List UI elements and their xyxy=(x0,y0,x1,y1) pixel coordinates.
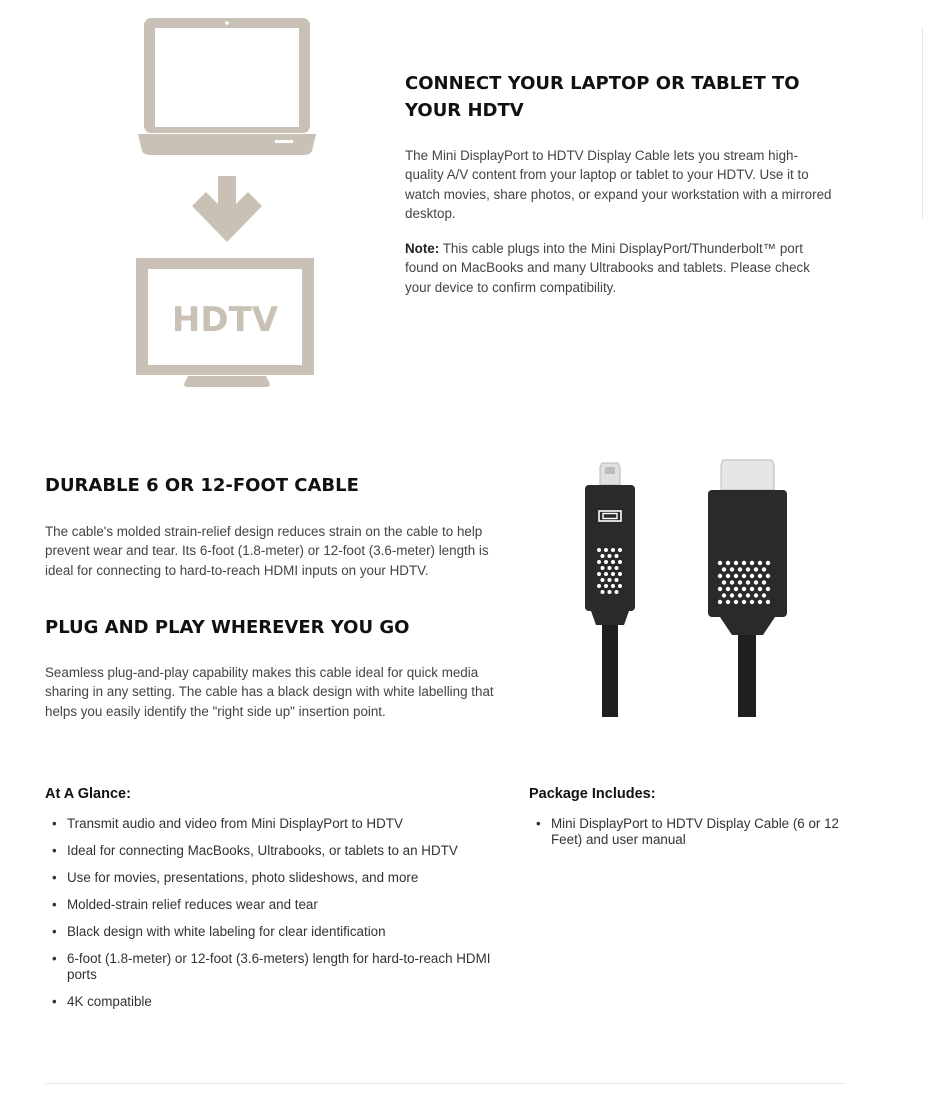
laptop-to-hdtv-graphic xyxy=(130,10,325,395)
note-label: Note: xyxy=(405,241,440,256)
list-item: • Ideal for connecting MacBooks, Ultrabooks, or tablets to an HDTV xyxy=(45,843,520,859)
scrollbar-edge xyxy=(922,28,923,218)
cable-product-image xyxy=(575,455,795,720)
list-item: • Transmit audio and video from Mini DisplayPort to HDTV xyxy=(45,816,520,832)
connect-title: CONNECT YOUR LAPTOP OR TABLET TO YOUR HDTV xyxy=(405,73,800,121)
note-text: This cable plugs into the Mini DisplayPort/Thunderbolt™ port found on MacBooks and many Ultrabooks and tablets. Please check your device to confirm compatibility. xyxy=(405,241,810,295)
durable-paragraph: The cable's molded strain-relief design reduces strain on the cable to help prevent wear and tear. Its 6-foot (1.8-meter) or 12-foot (3.6-meter) length is ideal for connecting to hard-to-reach HDMI inputs on your HDTV. xyxy=(45,524,489,578)
down-arrow-icon xyxy=(192,176,262,242)
plug-play-title: PLUG AND PLAY WHEREVER YOU GO xyxy=(45,617,410,638)
mini-displayport-connector xyxy=(585,463,635,717)
list-item: • Molded-strain relief reduces wear and tear xyxy=(45,897,520,913)
list-item: • Use for movies, presentations, photo slideshows, and more xyxy=(45,870,520,886)
bottom-divider xyxy=(45,1083,845,1084)
hdmi-connector xyxy=(708,460,787,717)
list-item: • Black design with white labeling for clear identification xyxy=(45,924,520,940)
package-list xyxy=(529,816,849,848)
list-item: • Mini DisplayPort to HDTV Display Cable (6 or 12 Feet) and user manual xyxy=(529,816,849,848)
plug-play-paragraph: Seamless plug-and-play capability makes this cable ideal for quick media sharing in any setting. The cable has a black design with white labelling that helps you easily identify the "right side up" insertion point. xyxy=(45,665,494,719)
durable-title: DURABLE 6 OR 12-FOOT CABLE xyxy=(45,475,359,496)
hdtv-label: HDTV xyxy=(171,300,279,340)
list-item: • 4K compatible xyxy=(45,994,520,1010)
at-a-glance-title: At A Glance: xyxy=(45,786,131,802)
connect-note xyxy=(405,239,835,297)
list-item: • 6-foot (1.8-meter) or 12-foot (3.6-meters) length for hard-to-reach HDMI ports xyxy=(45,951,520,983)
at-a-glance-list xyxy=(45,816,520,1010)
package-includes-title: Package Includes: xyxy=(529,786,656,802)
connect-paragraph: The Mini DisplayPort to HDTV Display Cable lets you stream high-quality A/V content from your laptop or tablet to your HDTV. Use it to watch movies, share photos, or expand your workstation with a mirrored desktop. xyxy=(405,148,832,222)
